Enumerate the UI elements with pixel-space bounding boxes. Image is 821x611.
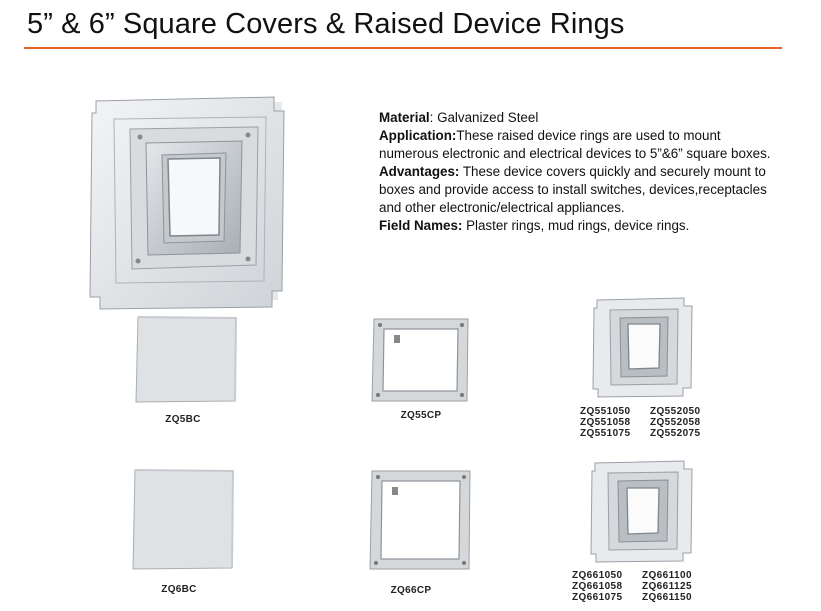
advantages-line — [379, 163, 779, 217]
part-number-row — [580, 417, 720, 428]
advantages-text: These device covers quickly and securely mount to boxes and provide access to install switches, devices,receptacles and other electronic/electrical appliances. — [379, 164, 767, 215]
zq66cp-caption: ZQ66CP — [390, 585, 432, 596]
application-text: These raised device rings are used to mount numerous electronic and electrical devices to 5”&6” square boxes. — [379, 128, 771, 161]
material-line — [379, 109, 779, 127]
material-separator: : — [429, 110, 438, 125]
application-line — [379, 127, 779, 163]
part-number: ZQ551075 — [580, 428, 631, 439]
material-label: Material — [379, 110, 430, 125]
zq6bc-caption: ZQ6BC — [161, 584, 197, 595]
part-number: ZQ661075 — [572, 592, 623, 603]
zq55cp-plaster-ring-image — [368, 315, 472, 403]
zq5bc-blank-cover-image — [134, 315, 240, 405]
part-number-row — [580, 406, 720, 417]
field-names-label: Field Names: — [379, 218, 463, 233]
part-number: ZQ551058 — [580, 417, 631, 428]
part-number: ZQ552075 — [650, 428, 701, 439]
product-description — [379, 109, 779, 235]
part-number: ZQ661150 — [642, 592, 692, 603]
raised-ring-5in-image — [592, 296, 696, 400]
part-number: ZQ661100 — [642, 570, 692, 581]
part-number: ZQ551050 — [580, 406, 631, 417]
zq6bc-blank-cover-image — [131, 468, 237, 572]
field-names-line — [379, 217, 779, 235]
part-number-row — [572, 592, 712, 603]
page-title: 5” & 6” Square Covers & Raised Device Rings — [27, 8, 625, 40]
raised-ring-6in-image — [590, 459, 696, 565]
part-number: ZQ552058 — [650, 417, 701, 428]
raised-ring-6in-part-numbers — [572, 570, 712, 603]
part-number: ZQ661050 — [572, 570, 623, 581]
part-number-row — [572, 581, 712, 592]
raised-ring-5in-part-numbers — [580, 406, 720, 439]
part-number-row — [580, 428, 720, 439]
part-number-row — [572, 570, 712, 581]
part-number: ZQ552050 — [650, 406, 701, 417]
field-names-text: Plaster rings, mud rings, device rings. — [462, 218, 690, 233]
zq66cp-plaster-ring-image — [366, 467, 474, 573]
advantages-label: Advantages: — [379, 164, 460, 179]
part-number: ZQ661058 — [572, 581, 623, 592]
part-number: ZQ661125 — [642, 581, 692, 592]
zq5bc-caption: ZQ5BC — [165, 414, 201, 425]
application-label: Application: — [379, 128, 457, 143]
zq55cp-caption: ZQ55CP — [400, 410, 442, 421]
title-underline — [24, 47, 782, 49]
material-value: Galvanized Steel — [437, 110, 539, 125]
raised-device-ring-hero-image — [88, 95, 286, 317]
